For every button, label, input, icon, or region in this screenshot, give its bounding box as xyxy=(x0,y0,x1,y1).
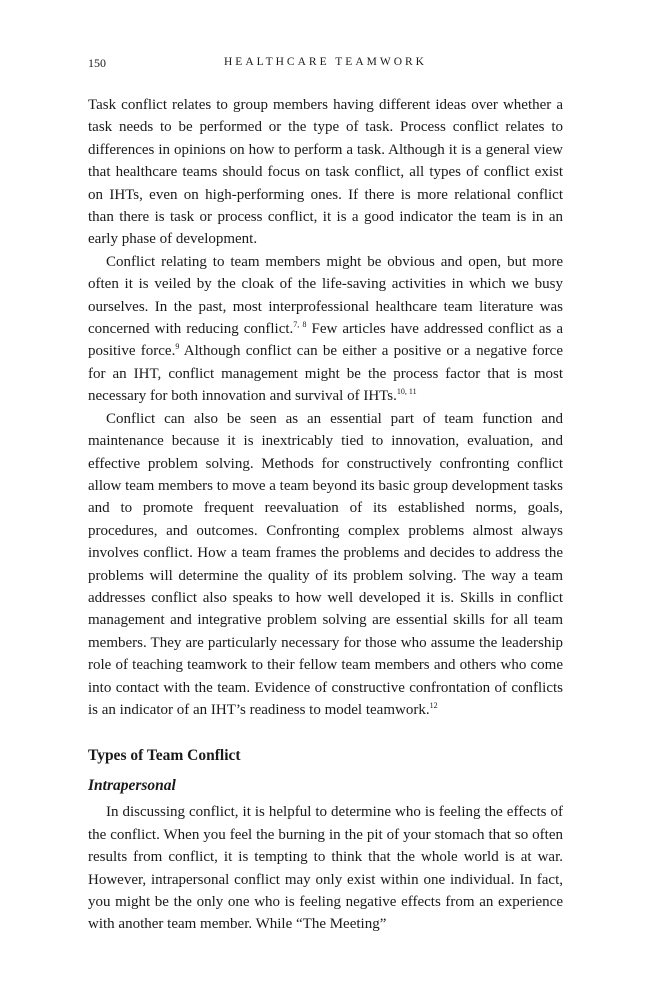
paragraph-intrapersonal: In discussing conflict, it is helpful to determine who is feeling the effects of the conflict. When you feel the burning in the pit of your stomach that so often results from conflict, it is tempting to think that the whole world is at war. However, intrapersonal conflict may only exist within one individual. In fact, you might be the only one who is feeling negative effects from an experience with another team member. While “The Meeting” xyxy=(88,804,563,933)
section-heading: Types of Team Conflict xyxy=(88,747,241,765)
page xyxy=(88,56,563,936)
paragraph-conflict-relating xyxy=(88,251,563,408)
citation-superscript: 10, 11 xyxy=(396,387,417,397)
citation-superscript: 9 xyxy=(175,342,180,352)
paragraph-text: Although conflict can be either a positive or a negative force for an IHT, conflict management might be the process factor that is most necessary for both innovation and survival of IHTs. xyxy=(88,343,563,405)
running-head xyxy=(88,56,563,76)
citation-superscript: 12 xyxy=(429,700,438,710)
paragraph-text: Conflict can also be seen as an essential part of team function and maintenance because it is inextricably tied to innovation, evaluation, and effective problem solving. Methods for constructively confronting conflict allow team members to move a team beyond its basic group development tasks and to promote frequent reevaluation of its established norms, goals, procedures, and outcomes. Confronting complex problems almost always involves conflict. How a team frames the problems and decides to address the problems will determine the quality of its problem solving. The way a team addresses conflict also speaks to how well developed it is. Skills in conflict management and integrative problem solving are essential skills for all team members. They are particularly necessary for those who assume the leadership role of teaching teamwork to their fellow team members and others who come into contact with the team. Evidence of constructive confrontation of conflicts is an indicator of an IHT’s readiness to model teamwork. xyxy=(88,410,563,718)
running-title: HEALTHCARE TEAMWORK xyxy=(224,56,427,68)
citation-superscript: 7, 8 xyxy=(293,320,307,330)
paragraph-task-conflict: Task conflict relates to group members having different ideas over whether a task needs to be performed or the type of task. Process conflict relates to differences in opinions on how to perform a task. Although it is a general view that healthcare teams should focus on task conflict, all types of conflict exist on IHTs, even on high-performing ones. If there is more relational conflict than there is task or process conflict, it is a good indicator the team is in an early phase of development. xyxy=(88,97,563,248)
subsection-heading: Intrapersonal xyxy=(88,777,176,795)
paragraph-text: Conflict relating to team members might be obvious and open, but more often it is veiled by the cloak of the life-saving activities in which we busy ourselves. In the past, most interprofessional healthcare team literature was concerned with reducing conflict. xyxy=(88,253,563,338)
paragraph-essential-part xyxy=(88,408,563,722)
page-number: 150 xyxy=(88,56,106,70)
paragraph-text: Few articles have addressed conflict as a positive force. xyxy=(88,321,563,360)
